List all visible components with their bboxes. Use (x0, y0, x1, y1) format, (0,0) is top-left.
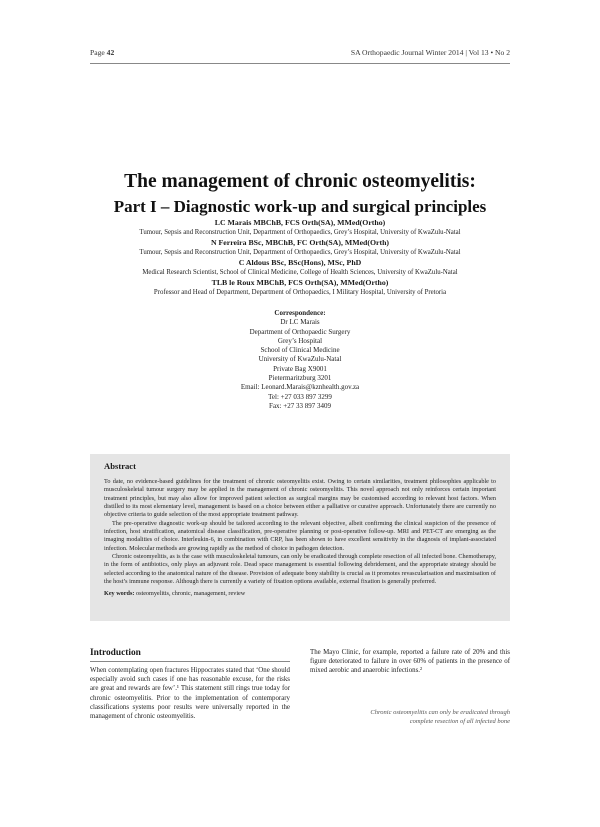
title-line-1: The management of chronic osteomyelitis: (124, 171, 476, 192)
abstract-heading: Abstract (104, 461, 136, 471)
journal-info: SA Orthopaedic Journal Winter 2014 | Vol 13 • No 2 (350, 48, 510, 57)
header-divider (90, 63, 510, 64)
abstract-paragraph: Chronic osteomyelitis, as is the case with musculoskeletal tumours, can only be eradicated through complete resection of all infected bone. Chemotherapy, in the form of antibiotics, only plays an adjuvant role. Dead space management is essential following debridement, and the appropriate strategy should be selected according to the anatomical nature of the disease. Provision of adequate bony stability is crucial as it promotes revascularisation and maximisation of the host’s immune response. Although there is currently a variety of fixation options available, external fixation is generally preferred. (104, 553, 496, 586)
abstract-paragraph: The pre-operative diagnostic work-up should be tailored according to the relevant objective, albeit confirming the clinical suspicion of the presence of infection, host stratification, anatomical disease classification, pre-operative planning or post-operative follow-up. MRI and PET-CT are emerging as the imaging modalities of choice. Interleukin-6, in combination with CRP, has been shown to have excellent sensitivity in the diagnosis of implant-associated infection. Molecular methods are growing rapidly as the method of choice in pathogen detection. (104, 519, 496, 552)
keywords-list: osteomyelitis, chronic, management, review (134, 590, 246, 598)
right-column-paragraph: The Mayo Clinic, for example, reported a failure rate of 20% and this figure deteriorated to failure in over 60% of patients in the presence of mixed aerobic and anaerobic infections.² (310, 649, 510, 675)
author-affiliation: Professor and Head of Department, Department of Orthopaedics, I Military Hospital, University of Pretoria (153, 289, 447, 296)
correspondence-line: Grey’s Hospital (277, 336, 323, 345)
keywords (104, 590, 496, 598)
abstract-body (104, 478, 496, 586)
correspondence-line: Dr LC Marais (280, 318, 320, 327)
correspondence-line: University of KwaZulu-Natal (258, 355, 342, 364)
article-title (60, 170, 540, 219)
author-name: LC Marais MBChB, FCS Orth(SA), MMed(Ortho) (214, 218, 386, 227)
author-affiliation: Tumour, Sepsis and Reconstruction Unit, Department of Orthopaedics, Grey’s Hospital, University of KwaZulu-Natal (139, 229, 461, 236)
title-line-2: Part I – Diagnostic work-up and surgical principles (113, 197, 487, 216)
pull-quote (340, 708, 510, 726)
correspondence-line: Private Bag X9001 (273, 364, 327, 373)
correspondence-fax: Fax: +27 33 897 3409 (269, 401, 331, 410)
introduction-paragraph: When contemplating open fractures Hippocrates stated that ‘One should especially avoid such cases if one has reasonable excuse, for the risks are great and rewards are few’.¹ This statement still rings true today for chronic osteomyelitis. Prior to the implementation of contemporary classifications systems poor results were universally reported in the management of chronic osteomyelitis. (90, 667, 290, 721)
keywords-label: Key words: (104, 590, 135, 598)
author-name: N Ferreira BSc, MBChB, FC Orth(SA), MMed(Orth) (210, 238, 390, 247)
correspondence-line: School of Clinical Medicine (260, 346, 340, 355)
pull-quote-line: Chronic osteomyelitis can only be eradicated through (370, 709, 510, 716)
pull-quote-line: complete resection of all infected bone (409, 718, 510, 725)
running-header (90, 48, 510, 62)
author-affiliation: Medical Research Scientist, School of Clinical Medicine, College of Health Sciences, University of KwaZulu-Natal (142, 269, 458, 276)
correspondence-block (150, 309, 450, 411)
section-heading-introduction: Introduction (90, 648, 141, 658)
author-list (60, 218, 540, 298)
abstract-paragraph: To date, no evidence-based guidelines for the treatment of chronic osteomyelitis exist. Owing to certain similarities, treatment philosophies applicable to musculoskeletal tumour surgery may be applied in the management of chronic osteomyelitis. This novel approach not only reinforces certain important treatment principles, but may also allow for improved patient selection as surgical margins may be customised according to relevant host factors. When distilled to its most elementary level, management is based on a choice between either a palliative or curative approach. Unfortunately there are currently no objective criteria to guide selection of the most appropriate treatment pathway. (104, 478, 496, 519)
correspondence-email: Email: Leonard.Marais@kznhealth.gov.za (240, 383, 360, 392)
page-number-label: Page 42 (90, 48, 115, 57)
abstract-box (90, 454, 510, 621)
section-divider (90, 661, 290, 662)
author-affiliation: Tumour, Sepsis and Reconstruction Unit, Department of Orthopaedics, Grey’s Hospital, University of KwaZulu-Natal (139, 249, 461, 256)
correspondence-line: Department of Orthopaedic Surgery (249, 327, 351, 336)
correspondence-tel: Tel: +27 033 897 3299 (268, 392, 332, 401)
correspondence-line: Pietermaritzburg 3201 (268, 374, 332, 383)
author-name: TLB le Roux MBChB, FCS Orth(SA), MMed(Ortho) (211, 278, 389, 287)
author-name: C Aldous BSc, BSc(Hons), MSc, PhD (238, 258, 362, 267)
correspondence-title: Correspondence: (274, 309, 326, 317)
